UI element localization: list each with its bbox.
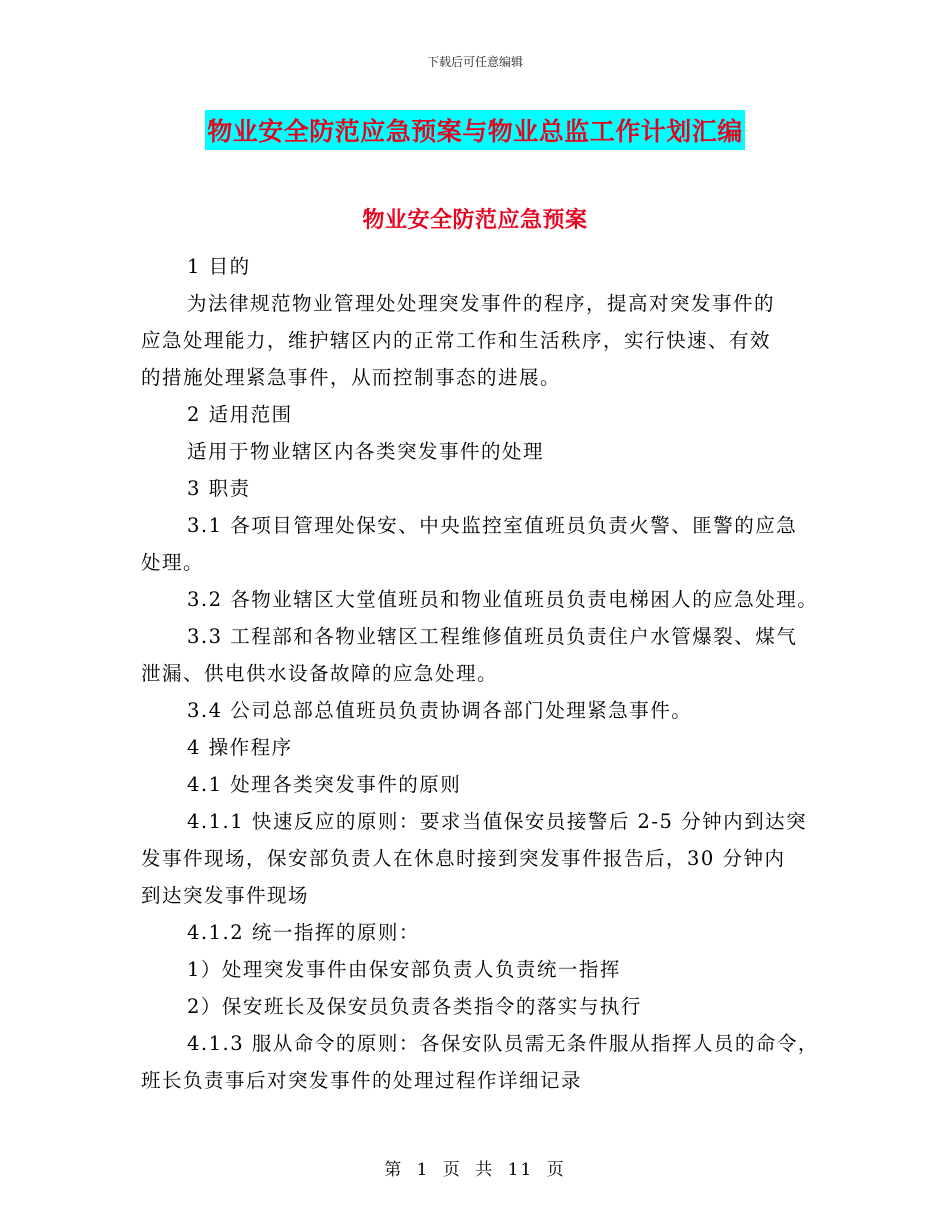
paragraph-line: 到达突发事件现场 bbox=[141, 884, 310, 907]
paragraph-line: 4.1.2 统一指挥的原则： bbox=[187, 921, 420, 944]
paragraph-line: 2 适用范围 bbox=[187, 403, 293, 426]
paragraph-line: 为法律规范物业管理处处理突发事件的程序，提高对突发事件的 bbox=[187, 292, 776, 315]
document-body bbox=[141, 248, 821, 1099]
paragraph-line: 泄漏、供电供水设备故障的应急处理。 bbox=[141, 662, 499, 685]
header-note: 下载后可任意编辑 bbox=[426, 55, 523, 69]
paragraph-line: 3 职责 bbox=[187, 477, 251, 500]
paragraph-line: 2）保安班长及保安员负责各类指令的落实与执行 bbox=[187, 995, 642, 1018]
paragraph-line: 4.1.1 快速反应的原则：要求当值保安员接警后 2-5 分钟内到达突 bbox=[187, 810, 808, 833]
paragraph-line: 3.2 各物业辖区大堂值班员和物业值班员负责电梯困人的应急处理。 bbox=[187, 588, 819, 611]
paragraph-line: 班长负责事后对突发事件的处理过程作详细记录 bbox=[141, 1069, 583, 1092]
paragraph-line: 处理。 bbox=[141, 551, 205, 574]
paragraph-line: 4.1 处理各类突发事件的原则 bbox=[187, 773, 462, 796]
paragraph-line: 的措施处理紧急事件，从而控制事态的进展。 bbox=[141, 366, 562, 389]
section-title: 物业安全防范应急预案 bbox=[362, 208, 588, 233]
main-title-wrap bbox=[0, 110, 950, 150]
page-footer: 第 1 页 共 11 页 bbox=[384, 1160, 566, 1180]
paragraph-line: 3.3 工程部和各物业辖区工程维修值班员负责住户水管爆裂、煤气 bbox=[187, 625, 798, 648]
paragraph-line: 4 操作程序 bbox=[187, 736, 293, 759]
paragraph-line: 4.1.3 服从命令的原则：各保安队员需无条件服从指挥人员的命令， bbox=[187, 1032, 819, 1055]
paragraph-line: 3.1 各项目管理处保安、中央监控室值班员负责火警、匪警的应急 bbox=[187, 514, 798, 537]
paragraph-line: 应急处理能力，维护辖区内的正常工作和生活秩序，实行快速、有效 bbox=[141, 329, 772, 352]
paragraph-line: 适用于物业辖区内各类突发事件的处理 bbox=[187, 440, 545, 463]
main-title: 物业安全防范应急预案与物业总监工作计划汇编 bbox=[205, 110, 745, 150]
paragraph-line: 1）处理突发事件由保安部负责人负责统一指挥 bbox=[187, 958, 621, 981]
paragraph-line: 发事件现场，保安部负责人在休息时接到突发事件报告后，30 分钟内 bbox=[141, 847, 786, 870]
paragraph-line: 1 目的 bbox=[187, 255, 251, 278]
paragraph-line: 3.4 公司总部总值班员负责协调各部门处理紧急事件。 bbox=[187, 699, 693, 722]
